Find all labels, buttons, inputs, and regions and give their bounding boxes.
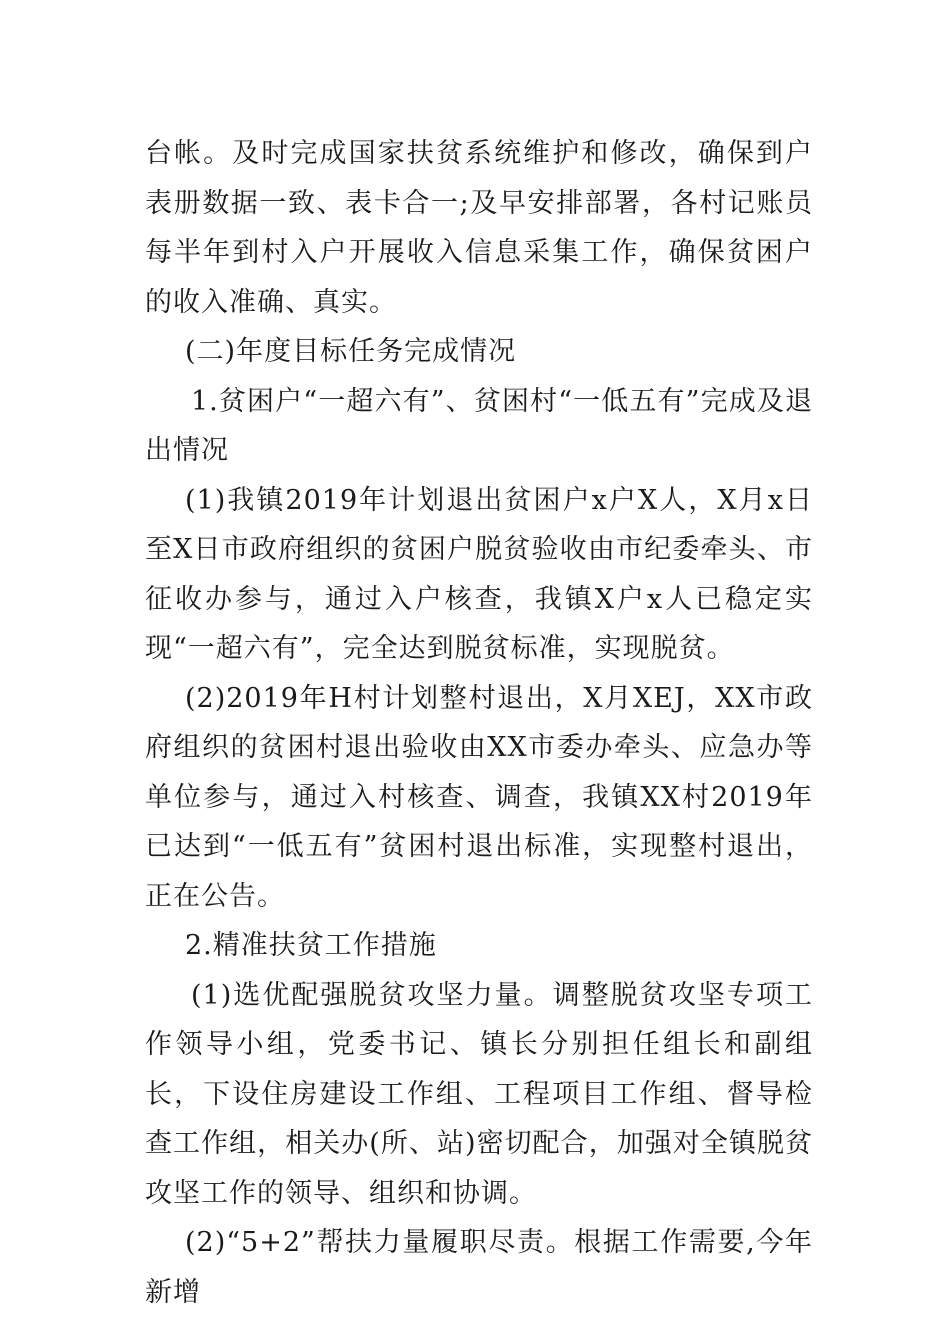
paragraph-household-exit: (1)我镇2019年计划退出贫困户x户X人，X月x日至X日市政府组织的贫困户脱贫验收由市纪委牵头、市征收办参与，通过入户核查，我镇X户x人已稳定实现“一超六有”，完全达到脱贫标准，实现脱贫。 xyxy=(145,484,813,664)
document-body xyxy=(145,129,813,1317)
section-heading-annual-targets: (二)年度目标任务完成情况 xyxy=(185,336,517,367)
subheading-exit-status: 1.贫困户“一超六有”、贫困村“一低五有”完成及退出情况 xyxy=(145,385,813,466)
paragraph-ledger: 台帐。及时完成国家扶贫系统维护和修改，确保到户表册数据一致、表卡合一;及早安排部署，各村记账员每半年到村入户开展收入信息采集工作，确保贫困户的收入准确、真实。 xyxy=(145,138,813,318)
subheading-measures: 2.精准扶贫工作措施 xyxy=(185,930,437,961)
paragraph-assistance-forces: (2)“5+2”帮扶力量履职尽责。根据工作需要,今年新增 xyxy=(145,1227,813,1308)
paragraph-village-exit: (2)2019年H村计划整村退出，X月XEJ，XX市政府组织的贫困村退出验收由XX市委办牵头、应急办等单位参与，通过入村核查、调查，我镇XX村2019年已达到“一低五有”贫困村退出标准，实现整村退出，正在公告。 xyxy=(145,682,813,912)
paragraph-strengthen-forces: (1)选优配强脱贫攻坚力量。调整脱贫攻坚专项工作领导小组，党委书记、镇长分别担任组长和副组长，下设住房建设工作组、工程项目工作组、督导检查工作组，相关办(所、站)密切配合，加强对全镇脱贫攻坚工作的领导、组织和协调。 xyxy=(145,979,813,1209)
